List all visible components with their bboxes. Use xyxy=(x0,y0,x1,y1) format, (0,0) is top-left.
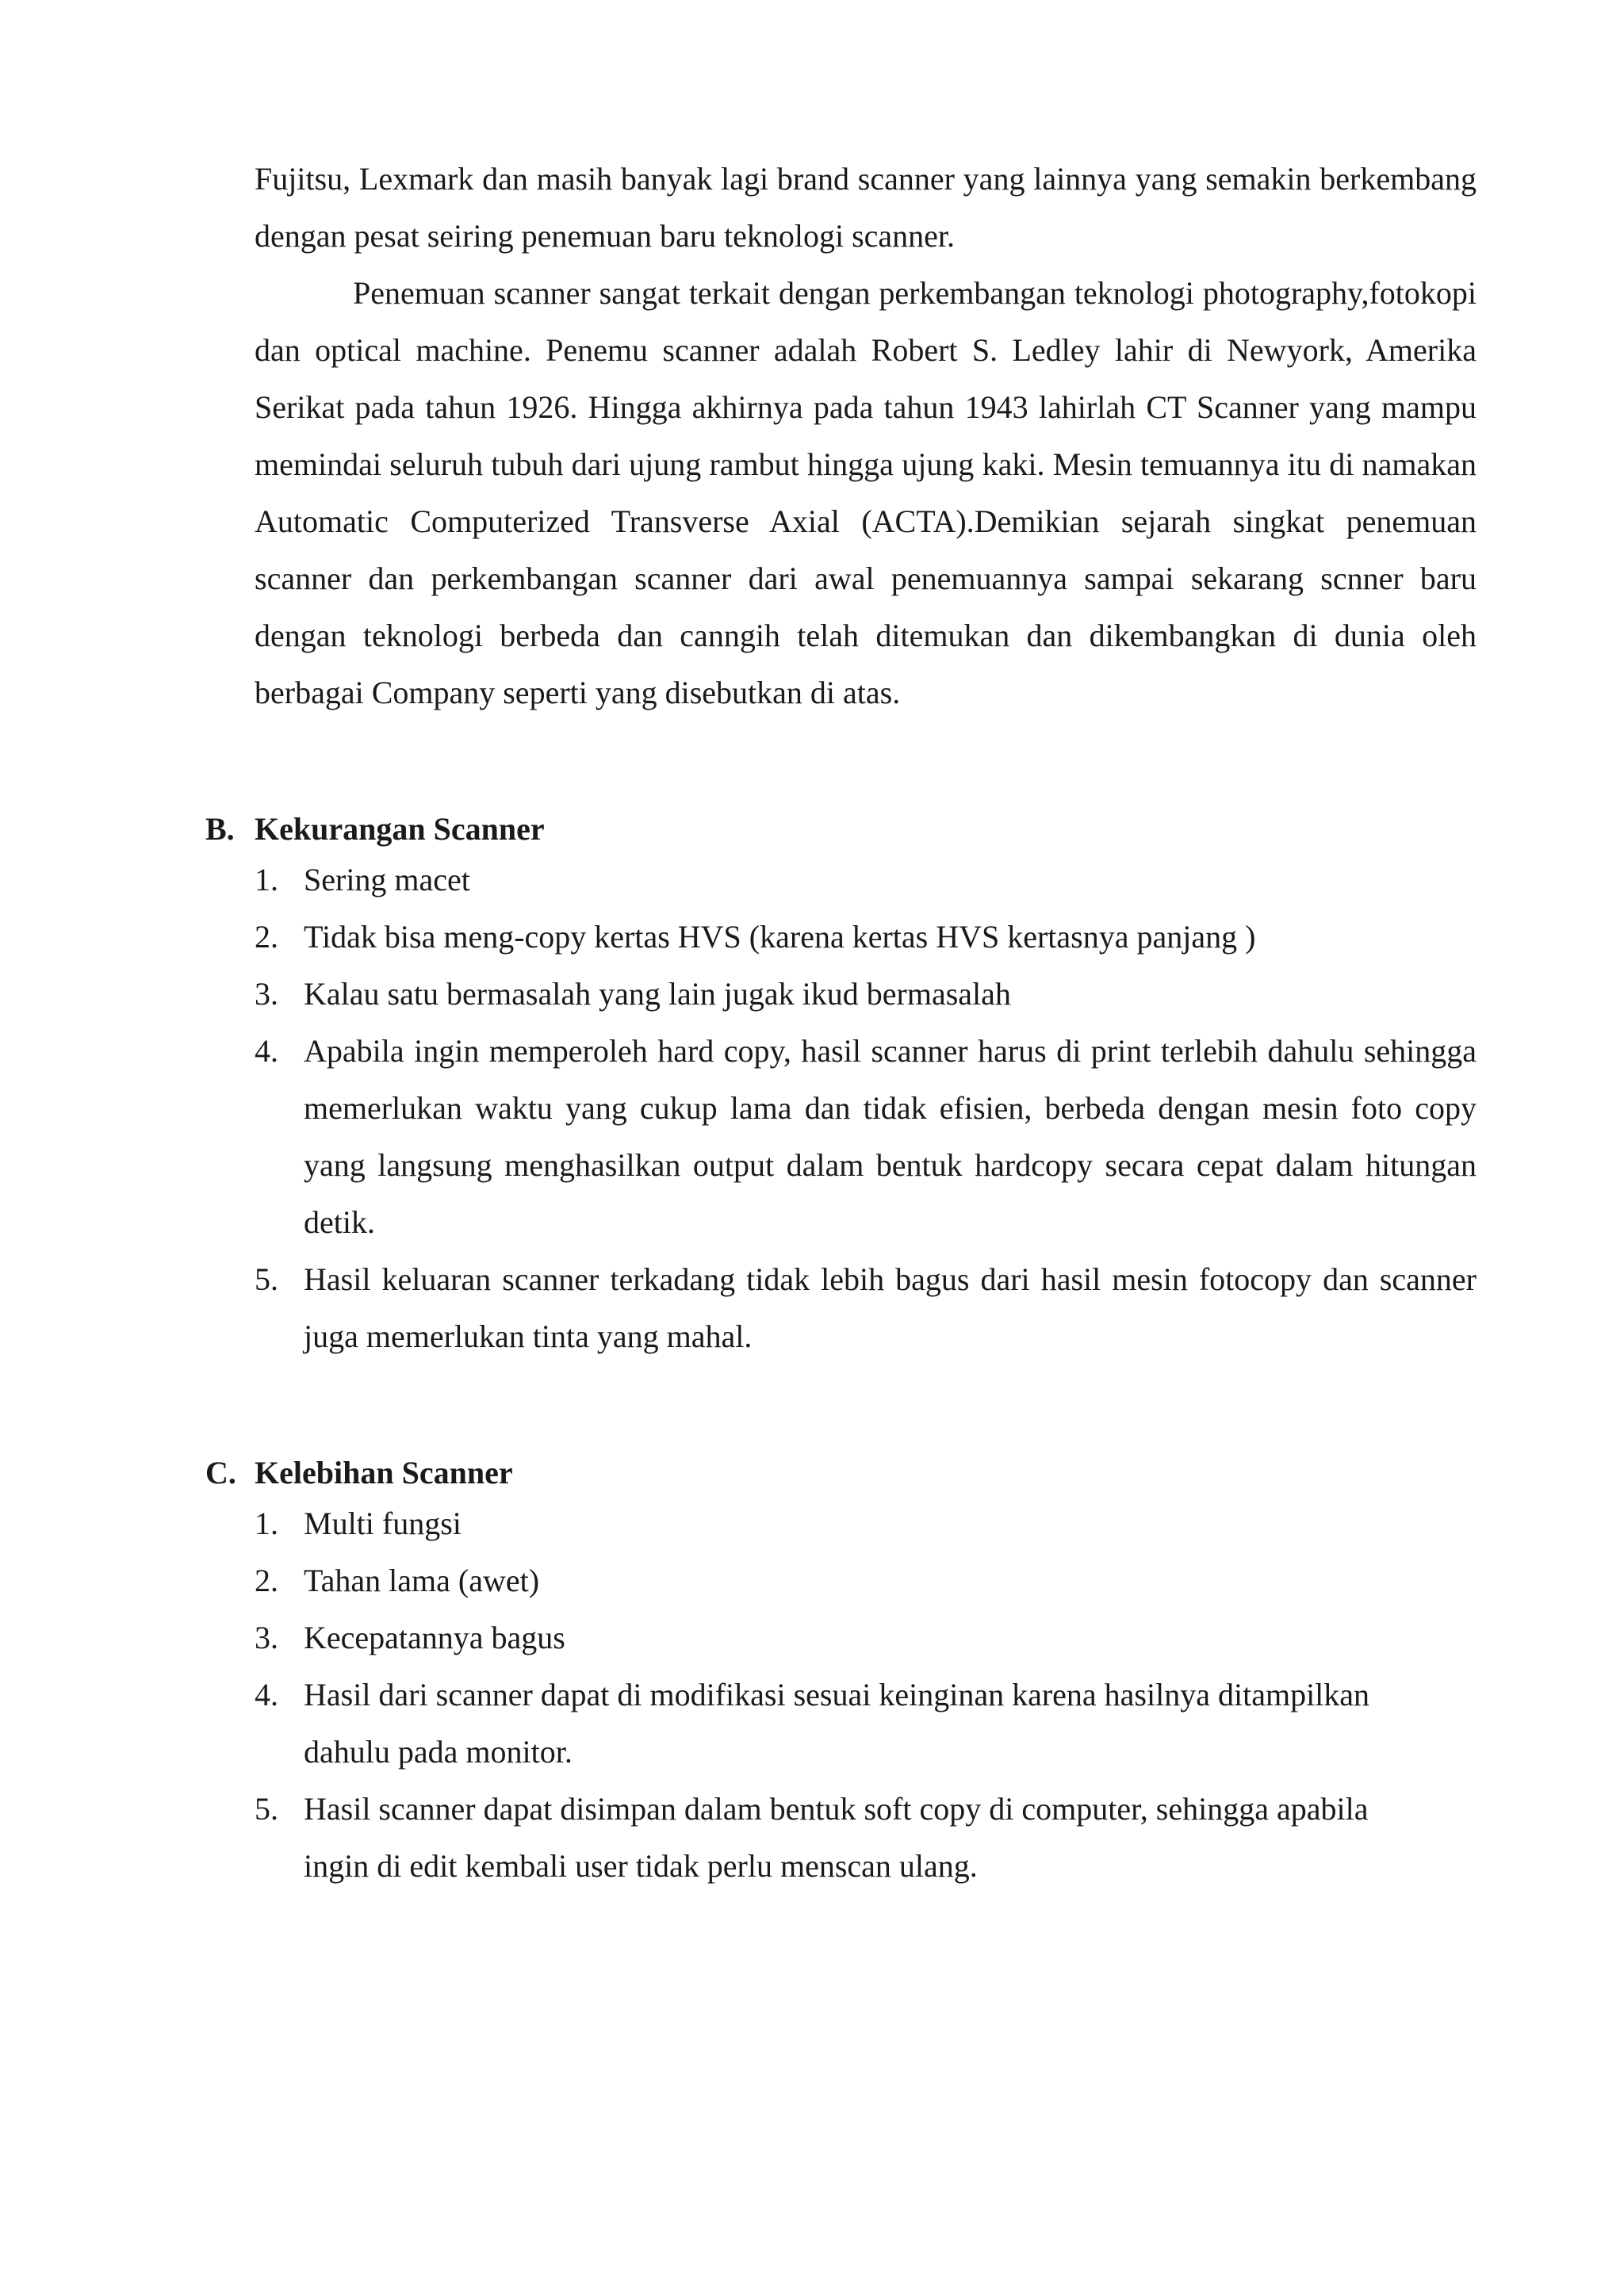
list-number: 5. xyxy=(255,1791,278,1827)
list-number: 1. xyxy=(255,1506,278,1541)
list-item xyxy=(255,966,1477,1023)
intro-paragraph-1: Fujitsu, Lexmark dan masih banyak lagi brand scanner yang lainnya yang semakin berkembang dengan pesat seiring penemuan baru teknologi scanner. xyxy=(255,161,1477,254)
section-heading xyxy=(205,1451,1477,1495)
list-item-text: Sering macet xyxy=(304,862,470,897)
list-item xyxy=(255,851,1477,909)
section-letter: C. xyxy=(205,1455,236,1490)
list-item xyxy=(255,1023,1477,1251)
section-title: Kekurangan Scanner xyxy=(255,811,545,847)
page-content xyxy=(205,151,1477,1895)
list-item-text-line-2: dahulu pada monitor. xyxy=(304,1734,573,1770)
list-number: 2. xyxy=(255,919,278,955)
list-item xyxy=(255,1667,1400,1781)
section-letter: B. xyxy=(205,811,235,847)
list-item xyxy=(255,1495,1400,1552)
section-heading xyxy=(205,807,1477,851)
list-item xyxy=(255,1552,1400,1609)
list-item-text: Tahan lama (awet) xyxy=(304,1563,540,1598)
list-item-text: Tidak bisa meng-copy kertas HVS (karena kertas HVS kertasnya panjang ) xyxy=(304,919,1256,955)
list-item-text: Kecepatannya bagus xyxy=(304,1620,565,1655)
list-item-text: Kalau satu bermasalah yang lain jugak ikud bermasalah xyxy=(304,976,1011,1012)
section-title: Kelebihan Scanner xyxy=(255,1455,513,1490)
kekurangan-list xyxy=(255,851,1477,1365)
list-number: 5. xyxy=(255,1261,278,1297)
list-item-text-line-2: ingin di edit kembali user tidak perlu menscan ulang. xyxy=(304,1848,978,1884)
list-item xyxy=(255,1781,1400,1895)
list-number: 1. xyxy=(255,862,278,897)
list-item-text: Hasil keluaran scanner terkadang tidak lebih bagus dari hasil mesin fotocopy dan scanner juga memerlukan tinta yang mahal. xyxy=(304,1261,1477,1354)
list-number: 3. xyxy=(255,976,278,1012)
list-number: 4. xyxy=(255,1677,278,1712)
section-kelebihan xyxy=(205,1451,1477,1895)
list-item-text: Multi fungsi xyxy=(304,1506,462,1541)
list-item-text-line-1: Hasil dari scanner dapat di modifikasi sesuai keinginan karena hasilnya ditampilkan xyxy=(304,1677,1370,1712)
list-item-text-line-1: Hasil scanner dapat disimpan dalam bentuk soft copy di computer, sehingga apabila xyxy=(304,1791,1369,1827)
list-item xyxy=(255,909,1477,966)
list-item xyxy=(255,1609,1400,1667)
list-number: 3. xyxy=(255,1620,278,1655)
kelebihan-list xyxy=(255,1495,1400,1895)
intro-paragraph-2: Penemuan scanner sangat terkait dengan perkembangan teknologi photography,fotokopi dan optical machine. Penemu scanner adalah Robert S. Ledley lahir di Newyork, Amerika Serikat pada tahun 1926. Hingga akhirnya pada tahun 1943 lahirlah CT Scanner yang mampu memindai seluruh tubuh dari ujung rambut hingga ujung kaki. Mesin temuannya itu di namakan Automatic Computerized Transverse Axial (ACTA).Demikian sejarah singkat penemuan scanner dan perkembangan scanner dari awal penemuannya sampai sekarang scnner baru dengan teknologi berbeda dan canngih telah ditemukan dan dikembangkan di dunia oleh berbagai Company seperti yang disebutkan di atas. xyxy=(255,275,1477,710)
list-item-text: Apabila ingin memperoleh hard copy, hasil scanner harus di print terlebih dahulu sehingga memerlukan waktu yang cukup lama dan tidak efisien, berbeda dengan mesin foto copy yang langsung menghasilkan output dalam bentuk hardcopy secara cepat dalam hitungan detik. xyxy=(304,1033,1477,1240)
list-item xyxy=(255,1251,1477,1365)
list-number: 4. xyxy=(255,1033,278,1069)
section-kekurangan xyxy=(205,807,1477,1365)
list-number: 2. xyxy=(255,1563,278,1598)
